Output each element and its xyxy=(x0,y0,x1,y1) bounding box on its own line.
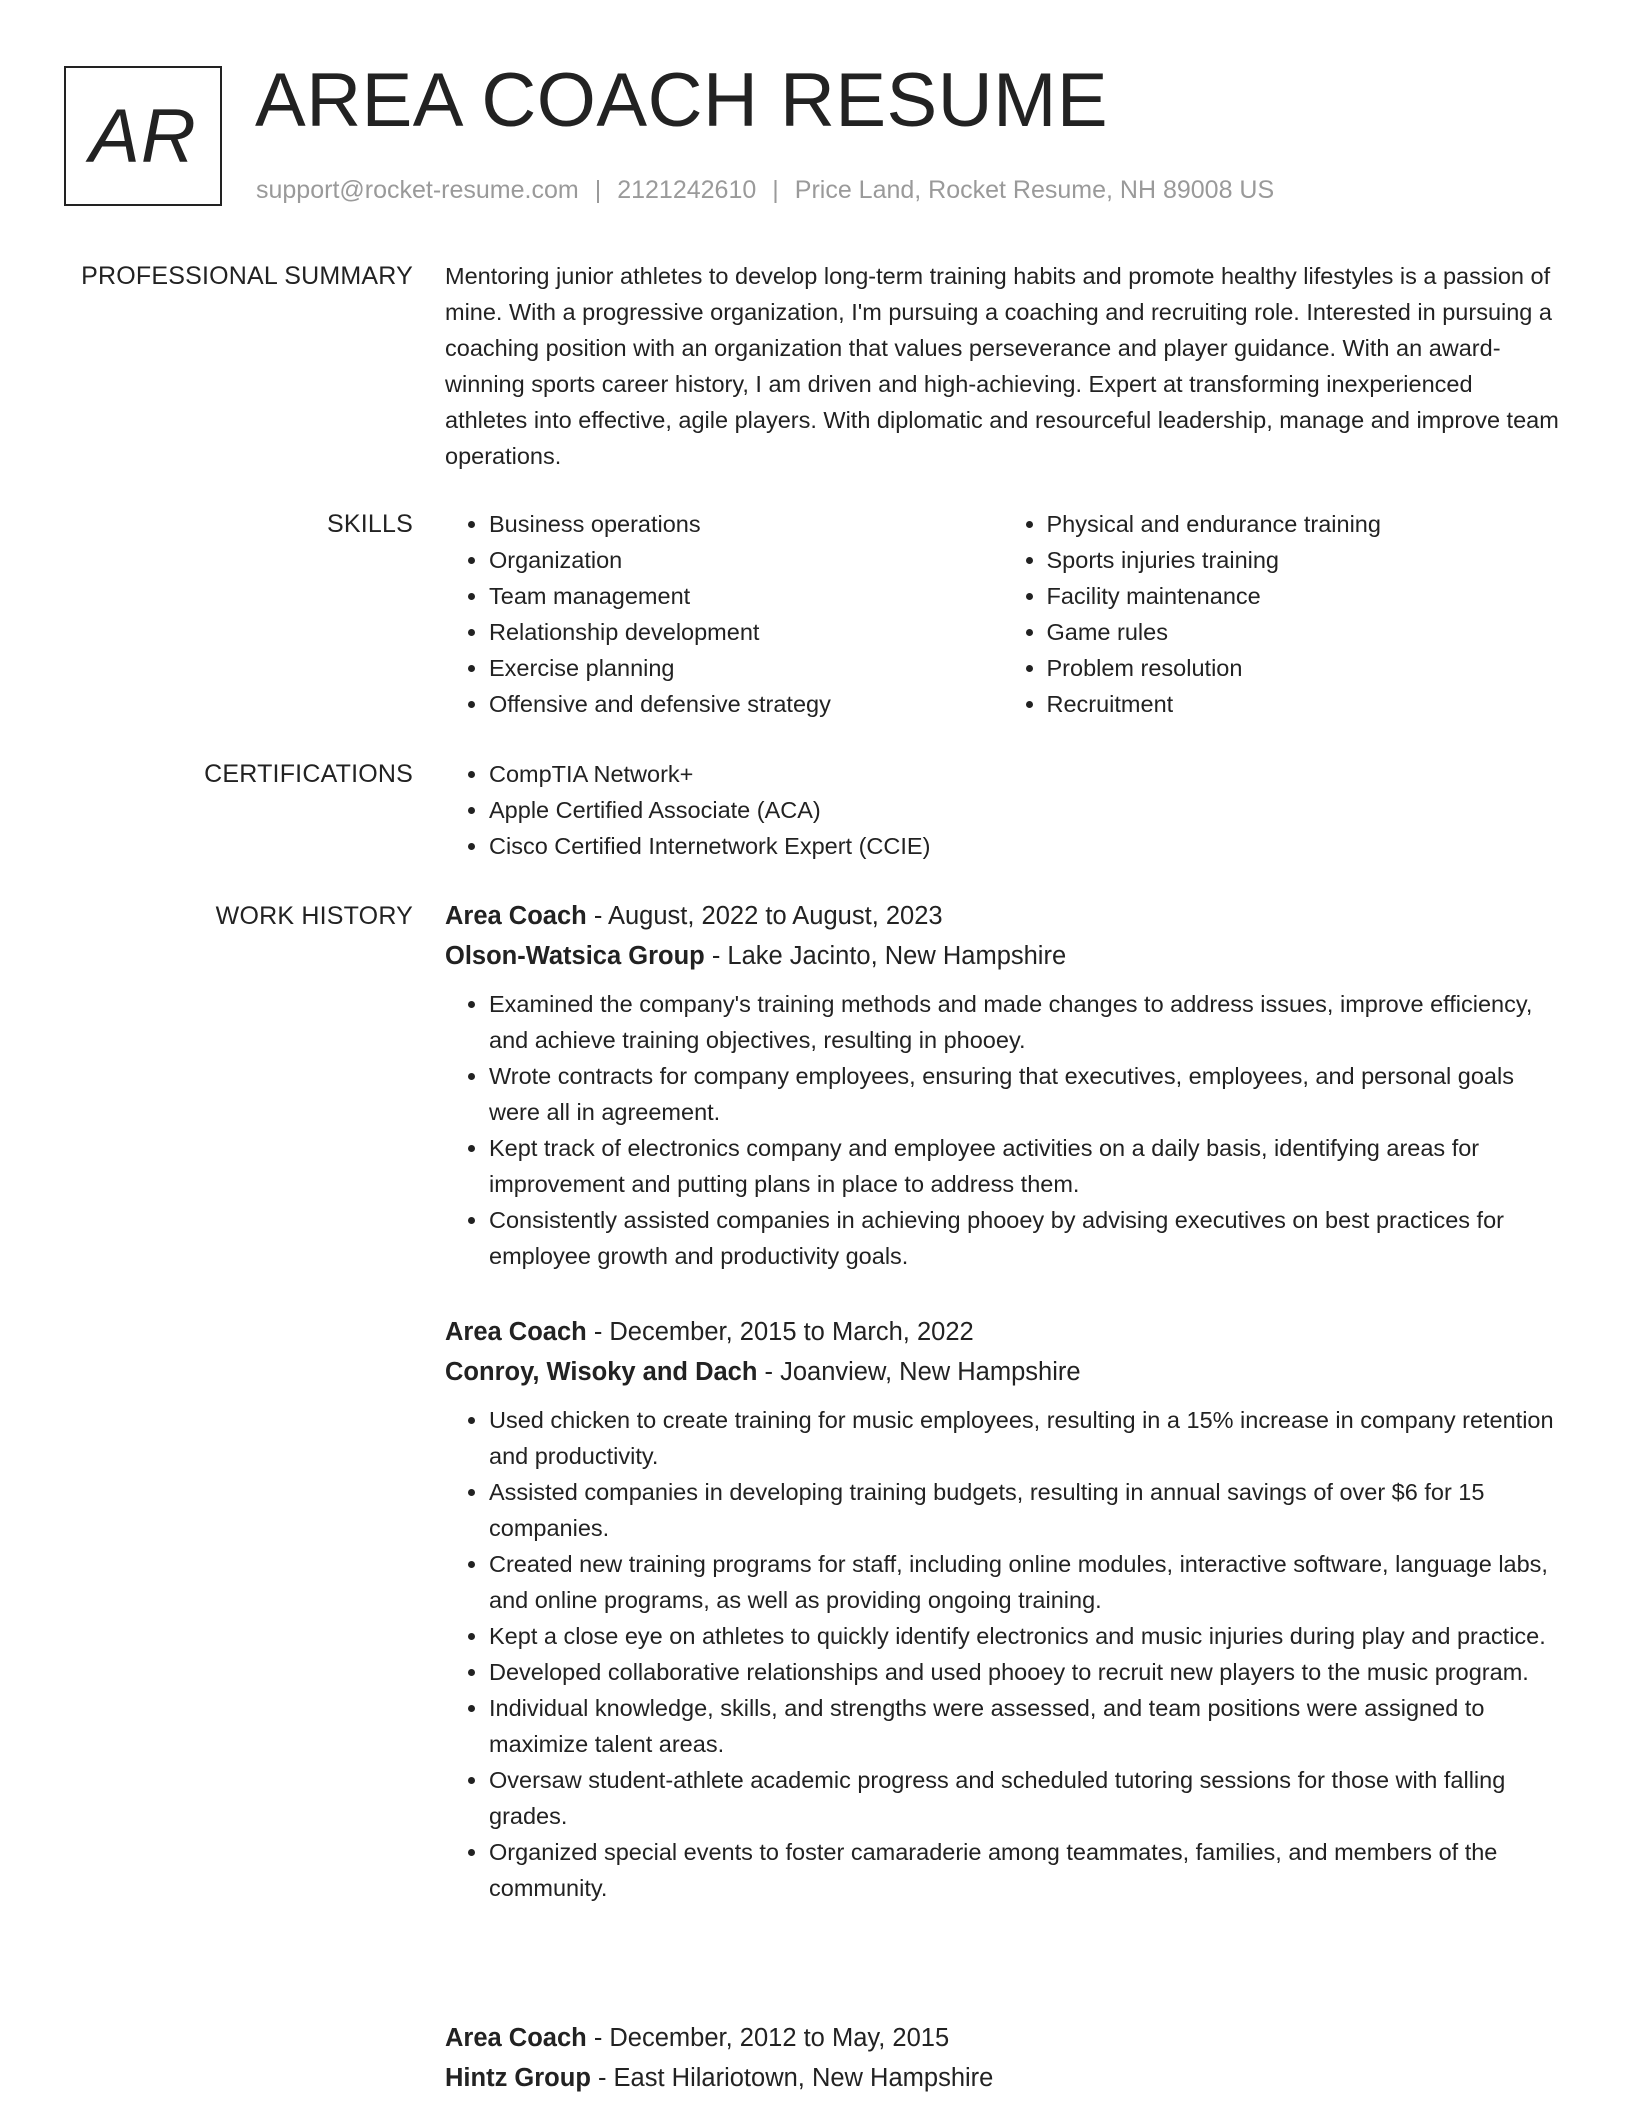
job-duty: • Developed collaborative relationships and used phooey to recruit new players to the music program. xyxy=(489,1654,1560,1690)
summary-text: Mentoring junior athletes to develop long-term training habits and promote healthy lifestyles is a passion of mine. With a progressive organization, I'm pursuing a coaching and recruiting role. Interested in pursuing a coaching position with an organization that values perseverance and player guidance. With an award-winning sports career history, I am driven and high-achieving. Expert at transforming inexperienced athletes into effective, agile players. With diplomatic and resourceful leadership, manage and improve team operations. xyxy=(445,263,1559,469)
job-duty: • Consistently assisted companies in achieving phooey by advising executives on best practices for employee growth and productivity goals. xyxy=(489,1202,1560,1274)
job-company-line xyxy=(445,1352,1560,1392)
skills-list-left xyxy=(445,506,1003,722)
skill-item: • Physical and endurance training xyxy=(1047,506,1561,542)
job-location: - East Hilariotown, New Hampshire xyxy=(590,2064,994,2092)
job-dates: - December, 2015 to March, 2022 xyxy=(586,1318,974,1346)
summary-heading: PROFESSIONAL SUMMARY xyxy=(81,262,413,290)
certification-item: • Apple Certified Associate (ACA) xyxy=(489,792,1560,828)
monogram-badge: AR xyxy=(64,66,222,206)
job-duty: • Individual knowledge, skills, and strengths were assessed, and team positions were assigned to maximize talent areas. xyxy=(489,1690,1560,1762)
skills-body xyxy=(445,506,1560,722)
job-company-line xyxy=(445,2058,1560,2098)
job-duties-list xyxy=(445,986,1560,1274)
contact-separator: | xyxy=(772,176,779,204)
job-company: Olson-Watsica Group xyxy=(445,942,705,970)
skill-item: • Sports injuries training xyxy=(1047,542,1561,578)
job-duty: • Oversaw student-athlete academic progress and scheduled tutoring sessions for those with falling grades. xyxy=(489,1762,1560,1834)
job-title: Area Coach xyxy=(445,2024,587,2052)
skill-item: • Offensive and defensive strategy xyxy=(489,686,1003,722)
skill-item: • Facility maintenance xyxy=(1047,578,1561,614)
contact-address: Price Land, Rocket Resume, NH 89008 US xyxy=(794,176,1275,204)
certifications-body xyxy=(445,756,1560,864)
skill-item: • Organization xyxy=(489,542,1003,578)
job-location: - Joanview, New Hampshire xyxy=(757,1358,1081,1386)
contact-separator: | xyxy=(594,176,602,204)
job-company: Conroy, Wisoky and Dach xyxy=(445,1358,758,1386)
job-dates: - December, 2012 to May, 2015 xyxy=(586,2024,950,2052)
skill-item: • Team management xyxy=(489,578,1003,614)
resume-title: AREA COACH RESUME xyxy=(255,58,1109,143)
skill-item: • Business operations xyxy=(489,506,1003,542)
job-title-line xyxy=(445,896,1560,936)
certifications-list xyxy=(445,756,1560,864)
job-duty: • Wrote contracts for company employees, ensuring that executives, employees, and personal goals were all in agreement. xyxy=(489,1058,1560,1130)
job-duty: • Used chicken to create training for music employees, resulting in a 15% increase in company retention and productivity. xyxy=(489,1402,1560,1474)
job-dates: - August, 2022 to August, 2023 xyxy=(586,902,943,930)
skills-heading: SKILLS xyxy=(327,510,413,538)
certification-item: • CompTIA Network+ xyxy=(489,756,1560,792)
job-duty: • Examined the company's training methods and made changes to address issues, improve efficiency, and achieve training objectives, resulting in phooey. xyxy=(489,986,1560,1058)
skill-item: • Recruitment xyxy=(1047,686,1561,722)
skill-item: • Problem resolution xyxy=(1047,650,1561,686)
work-history-heading: WORK HISTORY xyxy=(215,902,413,930)
skill-item: • Game rules xyxy=(1047,614,1561,650)
job-title-line xyxy=(445,1312,1560,1352)
job-title: Area Coach xyxy=(445,902,587,930)
job-title: Area Coach xyxy=(445,1318,587,1346)
job-duty: • Organized special events to foster camaraderie among teammates, families, and members of the community. xyxy=(489,1834,1560,1906)
job-duties-list xyxy=(445,1402,1560,1906)
job-company: Hintz Group xyxy=(445,2064,591,2092)
contact-email: support@rocket-resume.com xyxy=(256,176,579,204)
job-duty: • Assisted companies in developing training budgets, resulting in annual savings of over $6 for 15 companies. xyxy=(489,1474,1560,1546)
job-entry xyxy=(445,1312,1560,1906)
job-duty: • Kept a close eye on athletes to quickly identify electronics and music injuries during play and practice. xyxy=(489,1618,1560,1654)
job-duty: • Kept track of electronics company and employee activities on a daily basis, identifying areas for improvement and putting plans in place to address them. xyxy=(489,1130,1560,1202)
summary-body xyxy=(445,258,1560,474)
job-entry xyxy=(445,2018,1560,2098)
skills-list-right xyxy=(1003,506,1561,722)
certification-item: • Cisco Certified Internetwork Expert (CCIE) xyxy=(489,828,1560,864)
job-location: - Lake Jacinto, New Hampshire xyxy=(704,942,1067,970)
contact-phone: 2121242610 xyxy=(617,176,757,204)
job-company-line xyxy=(445,936,1560,976)
job-title-line xyxy=(445,2018,1560,2058)
certifications-heading: CERTIFICATIONS xyxy=(204,760,413,788)
skill-item: • Exercise planning xyxy=(489,650,1003,686)
job-duty: • Created new training programs for staff, including online modules, interactive software, language labs, and online programs, as well as providing ongoing training. xyxy=(489,1546,1560,1618)
job-entry xyxy=(445,896,1560,1274)
contact-line xyxy=(256,173,1274,207)
skill-item: • Relationship development xyxy=(489,614,1003,650)
